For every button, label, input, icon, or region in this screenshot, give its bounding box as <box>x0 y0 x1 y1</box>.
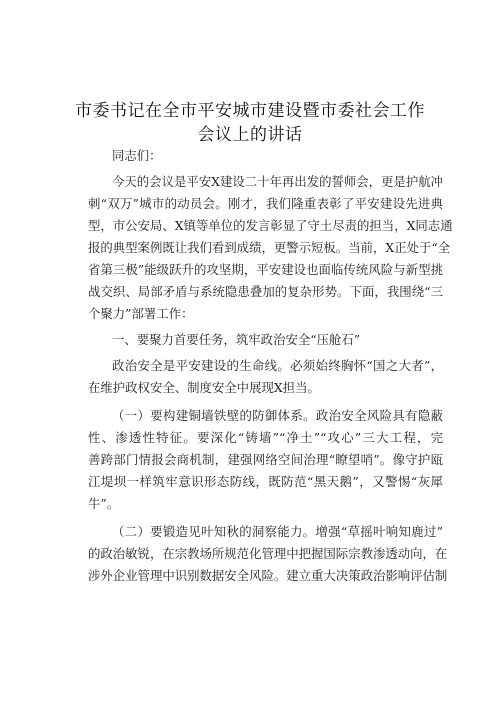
paragraph-line: 报的典型案例既让我们看到成绩，更警示短板。当前，X正处于“全 <box>88 240 451 255</box>
paragraph-line: 战交织、局部矛盾与系统隐患叠加的复杂形势。下面，我围绕“三 <box>88 284 443 299</box>
salutation: 同志们： <box>112 148 162 163</box>
paragraph-line: 性、渗透性特征。要深化“铸墙”“净土”“攻心”三大工程，完 <box>88 430 443 445</box>
paragraph-line: 在维护政权安全、制度安全中展现X担当。 <box>88 380 320 395</box>
paragraph-line: 今天的会议是平安X建设二十年再出发的誓师会，更是护航冲 <box>112 174 443 189</box>
speech-title-line-2: 会议上的讲话 <box>197 125 303 145</box>
paragraph-line: 刺“双万”城市的动员会。刚才，我们隆重表彰了平安建设先进典 <box>88 196 443 211</box>
paragraph-line: 的政治敏锐，在宗教场所规范化管理中把握国际宗教渗透动向，在 <box>88 546 448 561</box>
paragraph-line: 牛”。 <box>88 496 120 511</box>
paragraph-line: 善跨部门情报会商机制，建强网络空间治理“瞭望哨”。像守护瓯 <box>88 452 443 467</box>
section-heading-1: 一、要聚力首要任务，筑牢政治安全“压舱石” <box>112 332 361 347</box>
paragraph-line: 型，市公安局、X镇等单位的发言彰显了守土尽责的担当，X同志通 <box>88 218 453 233</box>
subsection-line: （二）要锻造见叶知秋的洞察能力。增强“草摇叶响知鹿过” <box>112 524 443 539</box>
paragraph-line: 涉外企业管理中识别数据安全风险。建立重大决策政治影响评估制 <box>88 568 448 583</box>
paragraph-line: 江堤坝一样筑牢意识形态防线，既防范“黑天鹅”，又警惕“灰犀 <box>88 474 443 489</box>
speech-title-line-1: 市委书记在全市平安城市建设暨市委社会工作 <box>75 101 425 121</box>
subsection-line: （一）要构建铜墙铁壁的防御体系。政治安全风险具有隐蔽 <box>112 408 443 423</box>
paragraph-line: 个聚力”部署工作： <box>88 306 194 321</box>
paragraph-line: 政治安全是平安建设的生命线。必须始终胸怀“国之大者”， <box>112 358 443 373</box>
paragraph-line: 省第三极”能级跃升的攻坚期，平安建设也面临传统风险与新型挑 <box>88 262 443 277</box>
